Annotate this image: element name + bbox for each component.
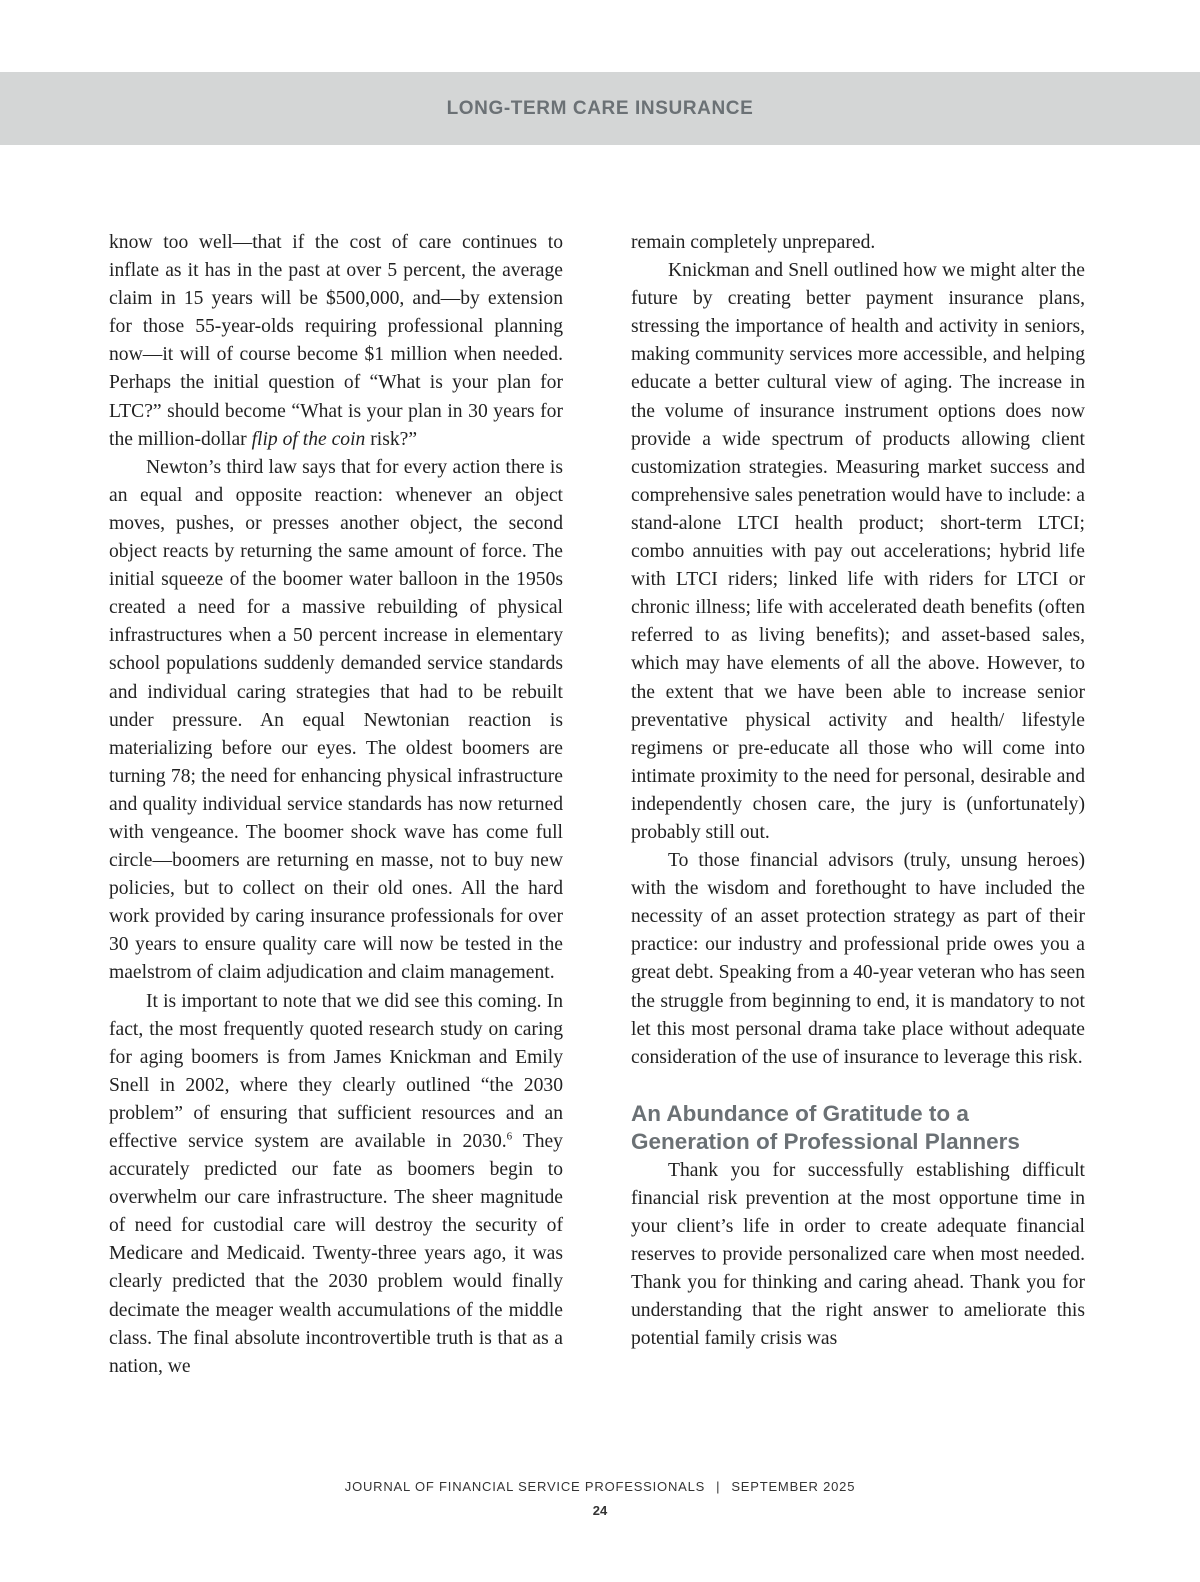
footer-separator: | [716, 1479, 721, 1494]
left-paragraph-3-end: They accurately predicted our fate as boomers begin to overwhelm our care infrastructure. The sheer magnitude of need for custodial care will destroy the security of Medicare and Medicaid. Twenty-three years ago, it was clearly predicted that the 2030 problem would finally decimate the meager wealth accumulations of the middle class. The final absolute incontrovertible truth is that as a nation, we [109, 1131, 563, 1377]
left-paragraph-1-text: know too well—that if the cost of care continues to inflate as it has in the past at over 5 percent, the average claim in 15 years will be $500,000, and—by extension for those 55-year-olds requiring professional planning now—it will of course become $1 million when needed. Perhaps the initial question of “What is your plan for LTC?” should become “What is your plan in 30 years for the million-dollar [109, 232, 563, 450]
left-paragraph-3 [109, 988, 563, 1381]
left-paragraph-1-end: risk?” [365, 428, 418, 450]
right-paragraph-3: To those financial advisors (truly, unsung heroes) with the wisdom and forethought to have included the necessity of an asset protection strategy as part of their practice: our industry and professional pride owes you a great debt. Speaking from a 40-year veteran who has seen the struggle from beginning to end, it is mandatory to not let this most personal drama take place without adequate consideration of the use of insurance to leverage this risk. [631, 850, 1085, 1068]
right-paragraph-4: Thank you for successfully establishing difficult financial risk prevention at the most opportune time in your client’s life in order to create adequate financial reserves to provide personalized care when most needed. Thank you for thinking and caring ahead. Thank you for understanding that the right answer to ameliorate this potential family crisis was [631, 1159, 1085, 1350]
section-title: LONG-TERM CARE INSURANCE [446, 97, 754, 119]
right-paragraph-2: Knickman and Snell outlined how we might alter the future by creating better payment insurance plans, stressing the importance of health and activity in seniors, making community services more accessible, and helping educate a better cultural view of aging. The increase in the volume of insurance instrument options does now provide a wide spectrum of products allowing client customization strategies. Measuring market success and comprehensive sales penetration would have to include: a stand-alone LTCI health product; short-term LTCI; combo annuities with pay out accelerations; hybrid life with LTCI riders; linked life with riders for LTCI or chronic illness; life with accelerated death benefits (often referred to as living benefits); and asset-based sales, which may have elements of all the above. However, to the extent that we have been able to increase senior preventative physical activity and health/ lifestyle regimens or pre-educate all those who will come into intimate proximity to the need for personal, desirable and independently chosen care, the jury is (unfortunately) probably still out. [631, 260, 1085, 843]
left-column [109, 229, 563, 1381]
journal-name: JOURNAL OF FINANCIAL SERVICE PROFESSIONALS [344, 1479, 706, 1494]
issue-date: SEPTEMBER 2025 [731, 1479, 856, 1494]
right-column [631, 229, 1085, 1353]
footnote-reference[interactable]: 6 [506, 1130, 513, 1143]
right-paragraph-1: remain completely unprepared. [631, 232, 876, 253]
italic-phrase: flip of the coin [251, 428, 366, 450]
page-number: 24 [592, 1503, 608, 1518]
left-paragraph-2: Newton’s third law says that for every action there is an equal and opposite reaction: whenever an object moves, pushes, or presses another object, the second object reacts by returning the same amount of force. The initial squeeze of the boomer water balloon in the 1950s created a need for a massive rebuilding of physical infrastructures when a 50 percent increase in elementary school populations suddenly demanded service standards and individual caring strategies that had to be rebuilt under pressure. An equal Newtonian reaction is materializing before our eyes. The oldest boomers are turning 78; the need for enhancing physical infrastructure and quality individual service standards has now returned with vengeance. The boomer shock wave has come full circle—boomers are returning en masse, not to buy new policies, but to collect on their old ones. All the hard work provided by caring insurance professionals for over 30 years to ensure quality care will now be tested in the maelstrom of claim adjudication and claim management. [109, 456, 563, 984]
running-header [0, 72, 1200, 145]
left-paragraph-3-text: It is important to note that we did see this coming. In fact, the most frequently quoted research study on caring for aging boomers is from James Knickman and Emily Snell in 2002, where they clearly outlined “the 2030 problem” of ensuring that sufficient resources and an effective service system are available in 2030. [109, 990, 563, 1152]
footer-line [0, 1479, 1200, 1494]
section-heading: An Abundance of Gratitude to a Generation of Professional Planners [631, 1100, 1020, 1154]
left-paragraph-1 [109, 229, 563, 454]
